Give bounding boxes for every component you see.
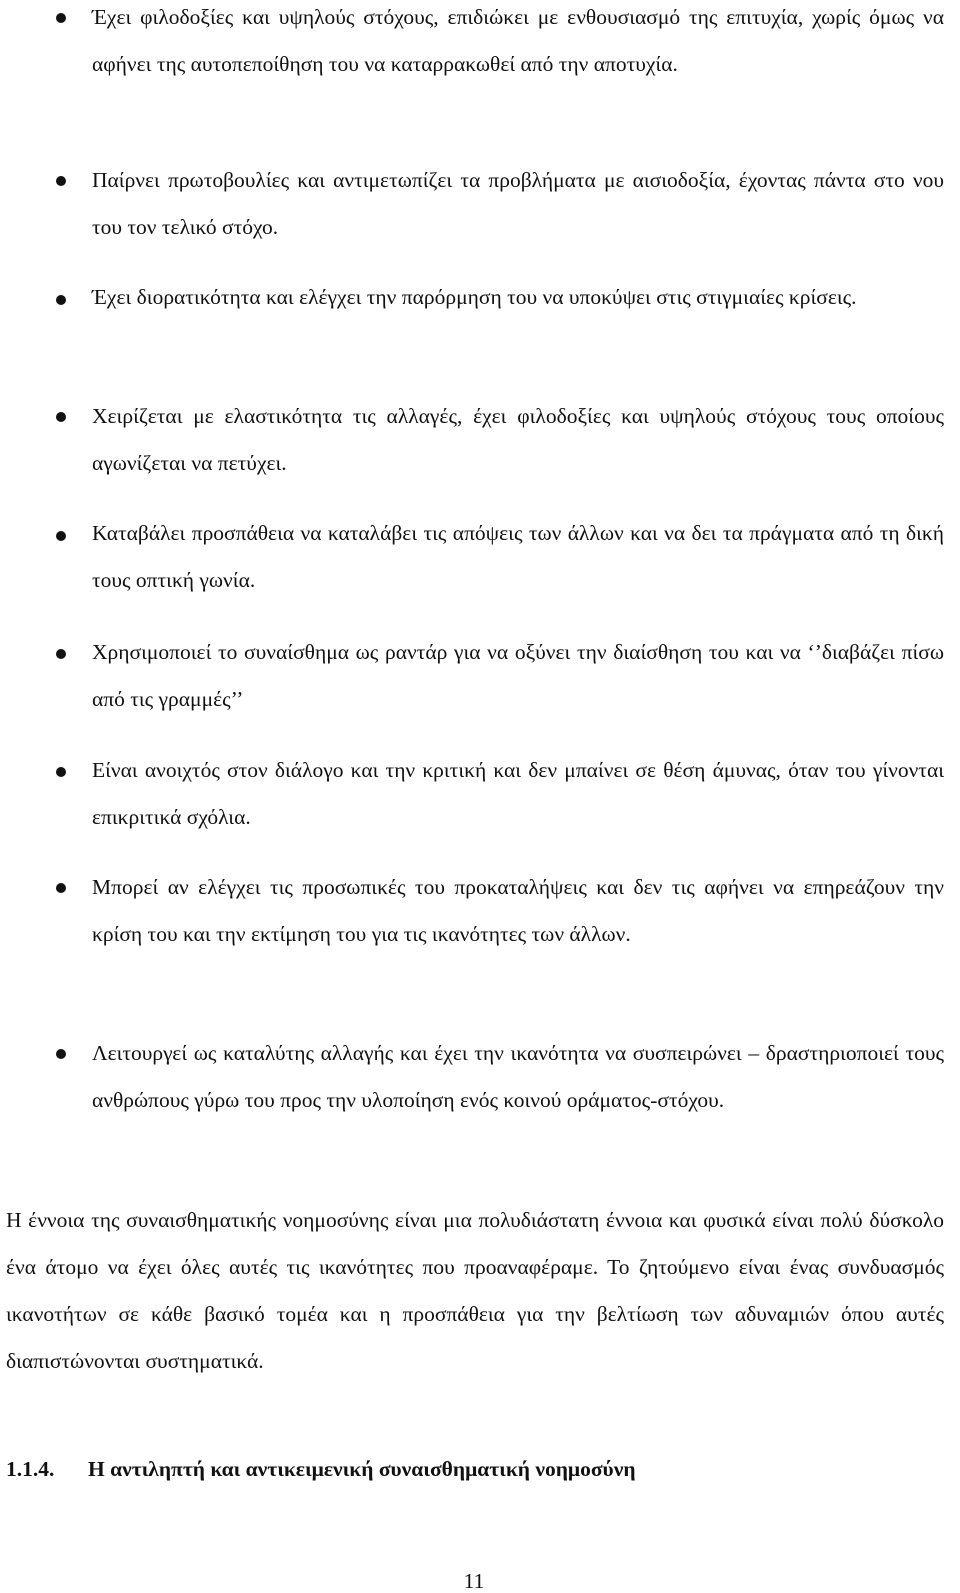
- section-number: 1.1.4.: [6, 1457, 55, 1481]
- bullet-icon: [56, 649, 66, 659]
- body-paragraph: Η έννοια της συναισθηματικής νοημοσύνης είναι μια πολυδιάστατη έννοια και φυσικά είναι πολύ δύσκολο ένα άτομο να έχει όλες αυτές τις ικανότητες που προαναφέραμε. Το ζητούμενο είναι ένας συνδυασμός ικανοτήτων σε κάθε βασικό τομέα και η προσπάθεια για την βελτίωση των αδυναμιών όπου αυτές διαπιστώνονται συστηματικά.: [6, 1208, 944, 1373]
- bullet-icon: [56, 531, 66, 541]
- bullet-icon: [56, 176, 66, 186]
- list-item-text: Χρησιμοποιεί το συναίσθημα ως ραντάρ για να οξύνει την διαίσθηση του και να ‘’διαβάζει πίσω από τις γραμμές’’: [92, 640, 944, 711]
- page-number: 11: [463, 1569, 485, 1593]
- bullet-icon: [56, 767, 66, 777]
- bullet-icon: [56, 883, 66, 893]
- bullet-icon: [56, 1049, 66, 1059]
- section-title: Η αντιληπτή και αντικειμενική συναισθηματική νοημοσύνη: [88, 1457, 636, 1481]
- list-item-text: Έχει φιλοδοξίες και υψηλούς στόχους, επιδιώκει με ενθουσιασμό της επιτυχία, χωρίς όμως να αφήνει της αυτοπεποίθηση του να καταρρακωθεί από την αποτυχία.: [92, 5, 944, 76]
- list-item-text: Λειτουργεί ως καταλύτης αλλαγής και έχει την ικανότητα να συσπειρώνει – δραστηριοποιεί τους ανθρώπους γύρω του προς την υλοποίηση ενός κοινού οράματος-στόχου.: [92, 1041, 944, 1112]
- list-item-text: Είναι ανοιχτός στον διάλογο και την κριτική και δεν μπαίνει σε θέση άμυνας, όταν του γίνονται επικριτικά σχόλια.: [92, 758, 944, 829]
- bullet-icon: [56, 412, 66, 422]
- bullet-icon: [56, 295, 66, 305]
- list-item-text: Μπορεί αν ελέγχει τις προσωπικές του προκαταλήψεις και δεν τις αφήνει να επηρεάζουν την κρίση του και την εκτίμηση του για τις ικανότητες των άλλων.: [92, 875, 944, 946]
- bullet-icon: [56, 13, 66, 23]
- section-heading: [6, 1454, 936, 1484]
- list-item-text: Παίρνει πρωτοβουλίες και αντιμετωπίζει τα προβλήματα με αισιοδοξία, έχοντας πάντα στο νου του τον τελικό στόχο.: [92, 168, 944, 239]
- list-item-text: Χειρίζεται με ελαστικότητα τις αλλαγές, έχει φιλοδοξίες και υψηλούς στόχους τους οποίους αγωνίζεται να πετύχει.: [92, 404, 944, 475]
- list-item-text: Έχει διορατικότητα και ελέγχει την παρόρμηση του να υποκύψει στις στιγμιαίες κρίσεις.: [92, 285, 857, 309]
- list-item-text: Καταβάλει προσπάθεια να καταλάβει τις απόψεις των άλλων και να δει τα πράγματα από τη δική τους οπτική γωνία.: [92, 521, 944, 592]
